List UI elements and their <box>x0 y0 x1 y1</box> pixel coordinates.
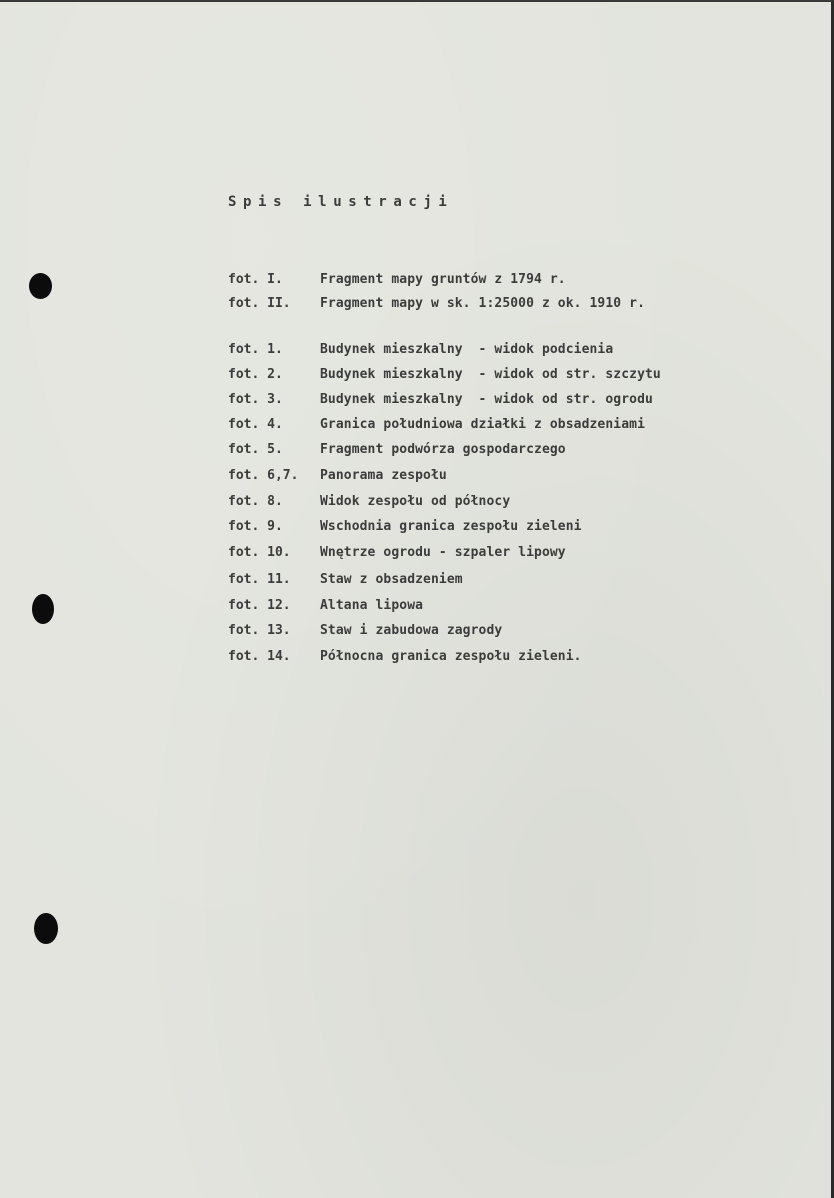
item-number: fot. 4. <box>228 417 283 432</box>
item-description: Wnętrze ogrodu - szpaler lipowy <box>320 545 566 560</box>
list-item <box>228 272 566 292</box>
item-number: fot. 11. <box>228 572 291 587</box>
item-number: fot. 6,7. <box>228 468 299 483</box>
item-number: fot. II. <box>228 296 291 311</box>
item-description: Wschodnia granica zespołu zieleni <box>320 519 582 534</box>
item-number: fot. 10. <box>228 545 291 560</box>
item-number: fot. 2. <box>228 367 283 382</box>
list-item <box>228 494 510 514</box>
item-description: Fragment podwórza gospodarczego <box>320 442 566 457</box>
list-item <box>228 468 447 488</box>
list-item <box>228 442 566 462</box>
item-description: Północna granica zespołu zieleni. <box>320 649 582 664</box>
list-item <box>228 392 653 412</box>
item-description: Fragment mapy w sk. 1:25000 z ok. 1910 r. <box>320 296 645 311</box>
item-description: Panorama zespołu <box>320 468 447 483</box>
item-number: fot. 13. <box>228 623 291 638</box>
punch-hole-bottom <box>34 913 58 944</box>
item-number: fot. 14. <box>228 649 291 664</box>
item-number: fot. 1. <box>228 342 283 357</box>
list-item <box>228 572 463 592</box>
item-description: Widok zespołu od północy <box>320 494 511 509</box>
item-description: Altana lipowa <box>320 598 424 613</box>
item-number: fot. 8. <box>228 494 283 509</box>
list-item <box>228 623 502 643</box>
item-number: fot. 3. <box>228 392 283 407</box>
item-number: fot. 12. <box>228 598 291 613</box>
item-number: fot. I. <box>228 272 283 287</box>
item-description: Budynek mieszkalny - widok od str. ogrodu <box>320 392 653 407</box>
item-number: fot. 5. <box>228 442 283 457</box>
list-item <box>228 649 582 669</box>
list-item <box>228 417 645 437</box>
item-description: Fragment mapy gruntów z 1794 r. <box>320 272 566 287</box>
list-item <box>228 598 423 618</box>
list-item <box>228 342 613 362</box>
item-description: Granica południowa działki z obsadzeniami <box>320 417 645 432</box>
item-number: fot. 9. <box>228 519 283 534</box>
item-description: Budynek mieszkalny - widok od str. szczytu <box>320 367 661 382</box>
list-item <box>228 545 566 565</box>
list-item <box>228 296 645 316</box>
item-description: Staw i zabudowa zagrody <box>320 623 503 638</box>
page-title: Spis ilustracji <box>228 194 454 210</box>
punch-hole-top <box>29 273 52 299</box>
punch-hole-middle <box>32 594 54 624</box>
list-item <box>228 367 661 387</box>
list-item <box>228 519 582 539</box>
item-description: Staw z obsadzeniem <box>320 572 463 587</box>
item-description: Budynek mieszkalny - widok podcienia <box>320 342 614 357</box>
